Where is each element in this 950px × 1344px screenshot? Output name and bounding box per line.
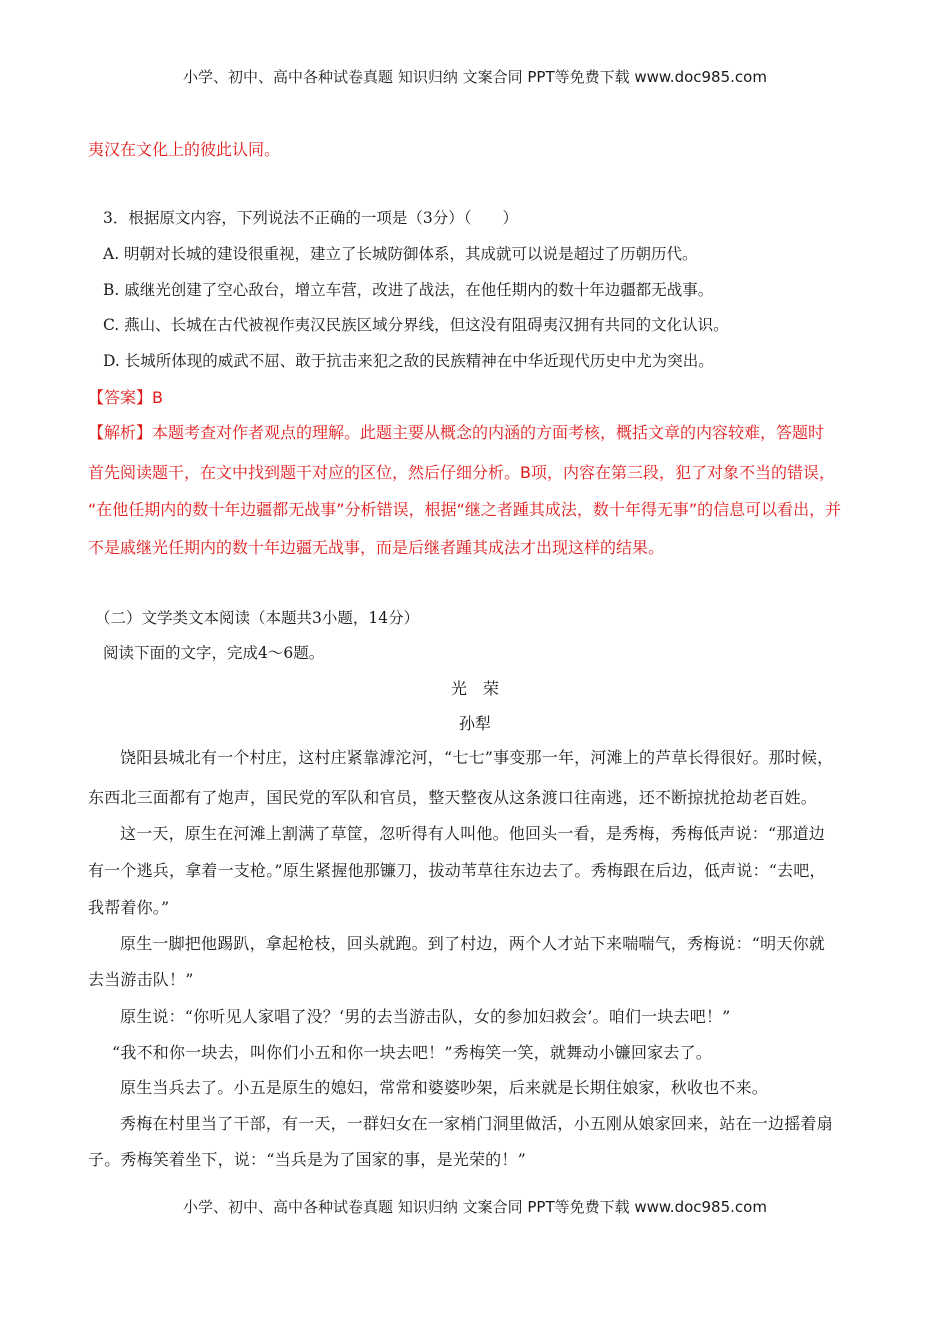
question-3-option-b: B. 戚继光创建了空心敌台，增立车营，改进了战法，在他任期内的数十年边疆都无战事。 xyxy=(103,281,714,299)
story-author: 孙犁 xyxy=(458,714,491,733)
story-line: 去当游击队！” xyxy=(88,970,194,989)
page-header: 小学、初中、高中各种试卷真题 知识归纳 文案合同 PPT等免费下载 www.doc985.com xyxy=(183,68,767,86)
story-line: 原生一脚把他踢趴，拿起枪枝，回头就跑。到了村边，两个人才站下来喘喘气，秀梅说：“明天你就 xyxy=(120,934,825,953)
answer-label: 【答案】B xyxy=(88,388,163,407)
section-2-instruction: 阅读下面的文字，完成4～6题。 xyxy=(103,644,325,662)
story-line: 我帮着你。” xyxy=(88,898,170,917)
section-2-heading: （二）文学类文本阅读（本题共3小题，14分） xyxy=(95,609,420,627)
question-3-option-a: A. 明朝对长城的建设很重视，建立了长城防御体系，其成就可以说是超过了历朝历代。 xyxy=(103,245,698,263)
story-line: 子。秀梅笑着坐下，说：“当兵是为了国家的事，是光荣的！” xyxy=(88,1150,526,1169)
story-line: 有一个逃兵，拿着一支枪。”原生紧握他那镰刀，拔动苇草往东边去了。秀梅跟在后边，低声说：“去吧， xyxy=(88,861,826,880)
story-line: “我不和你一块去，叫你们小五和你一块去吧！”秀梅笑一笑，就舞动小镰回家去了。 xyxy=(112,1043,712,1062)
story-line: 这一天，原生在河滩上割满了草筐，忽听得有人叫他。他回头一看，是秀梅，秀梅低声说：“那道边 xyxy=(120,824,825,843)
question-3-option-d: D. 长城所体现的威武不屈、敢于抗击来犯之敌的民族精神在中华近现代历史中尤为突出。 xyxy=(103,352,714,370)
story-line: 原生说：“你听见人家唱了没？‘男的去当游击队，女的参加妇救会’。咱们一块去吧！” xyxy=(120,1007,731,1026)
story-line: 东西北三面都有了炮声，国民党的军队和官员，整天整夜从这条渡口往南逃，还不断掠扰抢劫老百姓。 xyxy=(88,788,818,807)
analysis-line: 首先阅读题干，在文中找到题干对应的区位，然后仔细分析。B项，内容在第三段，犯了对象不当的错误， xyxy=(88,463,835,482)
analysis-line: 【解析】本题考查对作者观点的理解。此题主要从概念的内涵的方面考核，概括文章的内容较难，答题时 xyxy=(88,423,825,442)
analysis-line: 不是戚继光任期内的数十年边疆无战事，而是后继者踵其成法才出现这样的结果。 xyxy=(88,538,665,557)
story-title: 光 荣 xyxy=(450,679,499,698)
story-line: 原生当兵去了。小五是原生的媳妇，常常和婆婆吵架，后来就是长期住娘家，秋收也不来。 xyxy=(120,1078,769,1097)
question-3-option-c: C. 燕山、长城在古代被视作夷汉民族区域分界线，但这没有阻碍夷汉拥有共同的文化认识。 xyxy=(103,316,729,334)
story-line: 秀梅在村里当了干部，有一天，一群妇女在一家梢门洞里做活，小五刚从娘家回来，站在一边摇着扇 xyxy=(120,1114,833,1133)
analysis-line: “在他任期内的数十年边疆都无战事”分析错误，根据“继之者踵其成法，数十年得无事”的信息可以看出，并 xyxy=(88,500,842,519)
page-footer: 小学、初中、高中各种试卷真题 知识归纳 文案合同 PPT等免费下载 www.doc985.com xyxy=(183,1198,767,1216)
previous-analysis-tail: 夷汉在文化上的彼此认同。 xyxy=(88,140,281,159)
story-line: 饶阳县城北有一个村庄，这村庄紧靠滹沱河，“七七”事变那一年，河滩上的芦草长得很好。那时候， xyxy=(120,748,834,767)
question-3-stem: 3．根据原文内容，下列说法不正确的一项是（3分）（ ） xyxy=(103,209,518,227)
